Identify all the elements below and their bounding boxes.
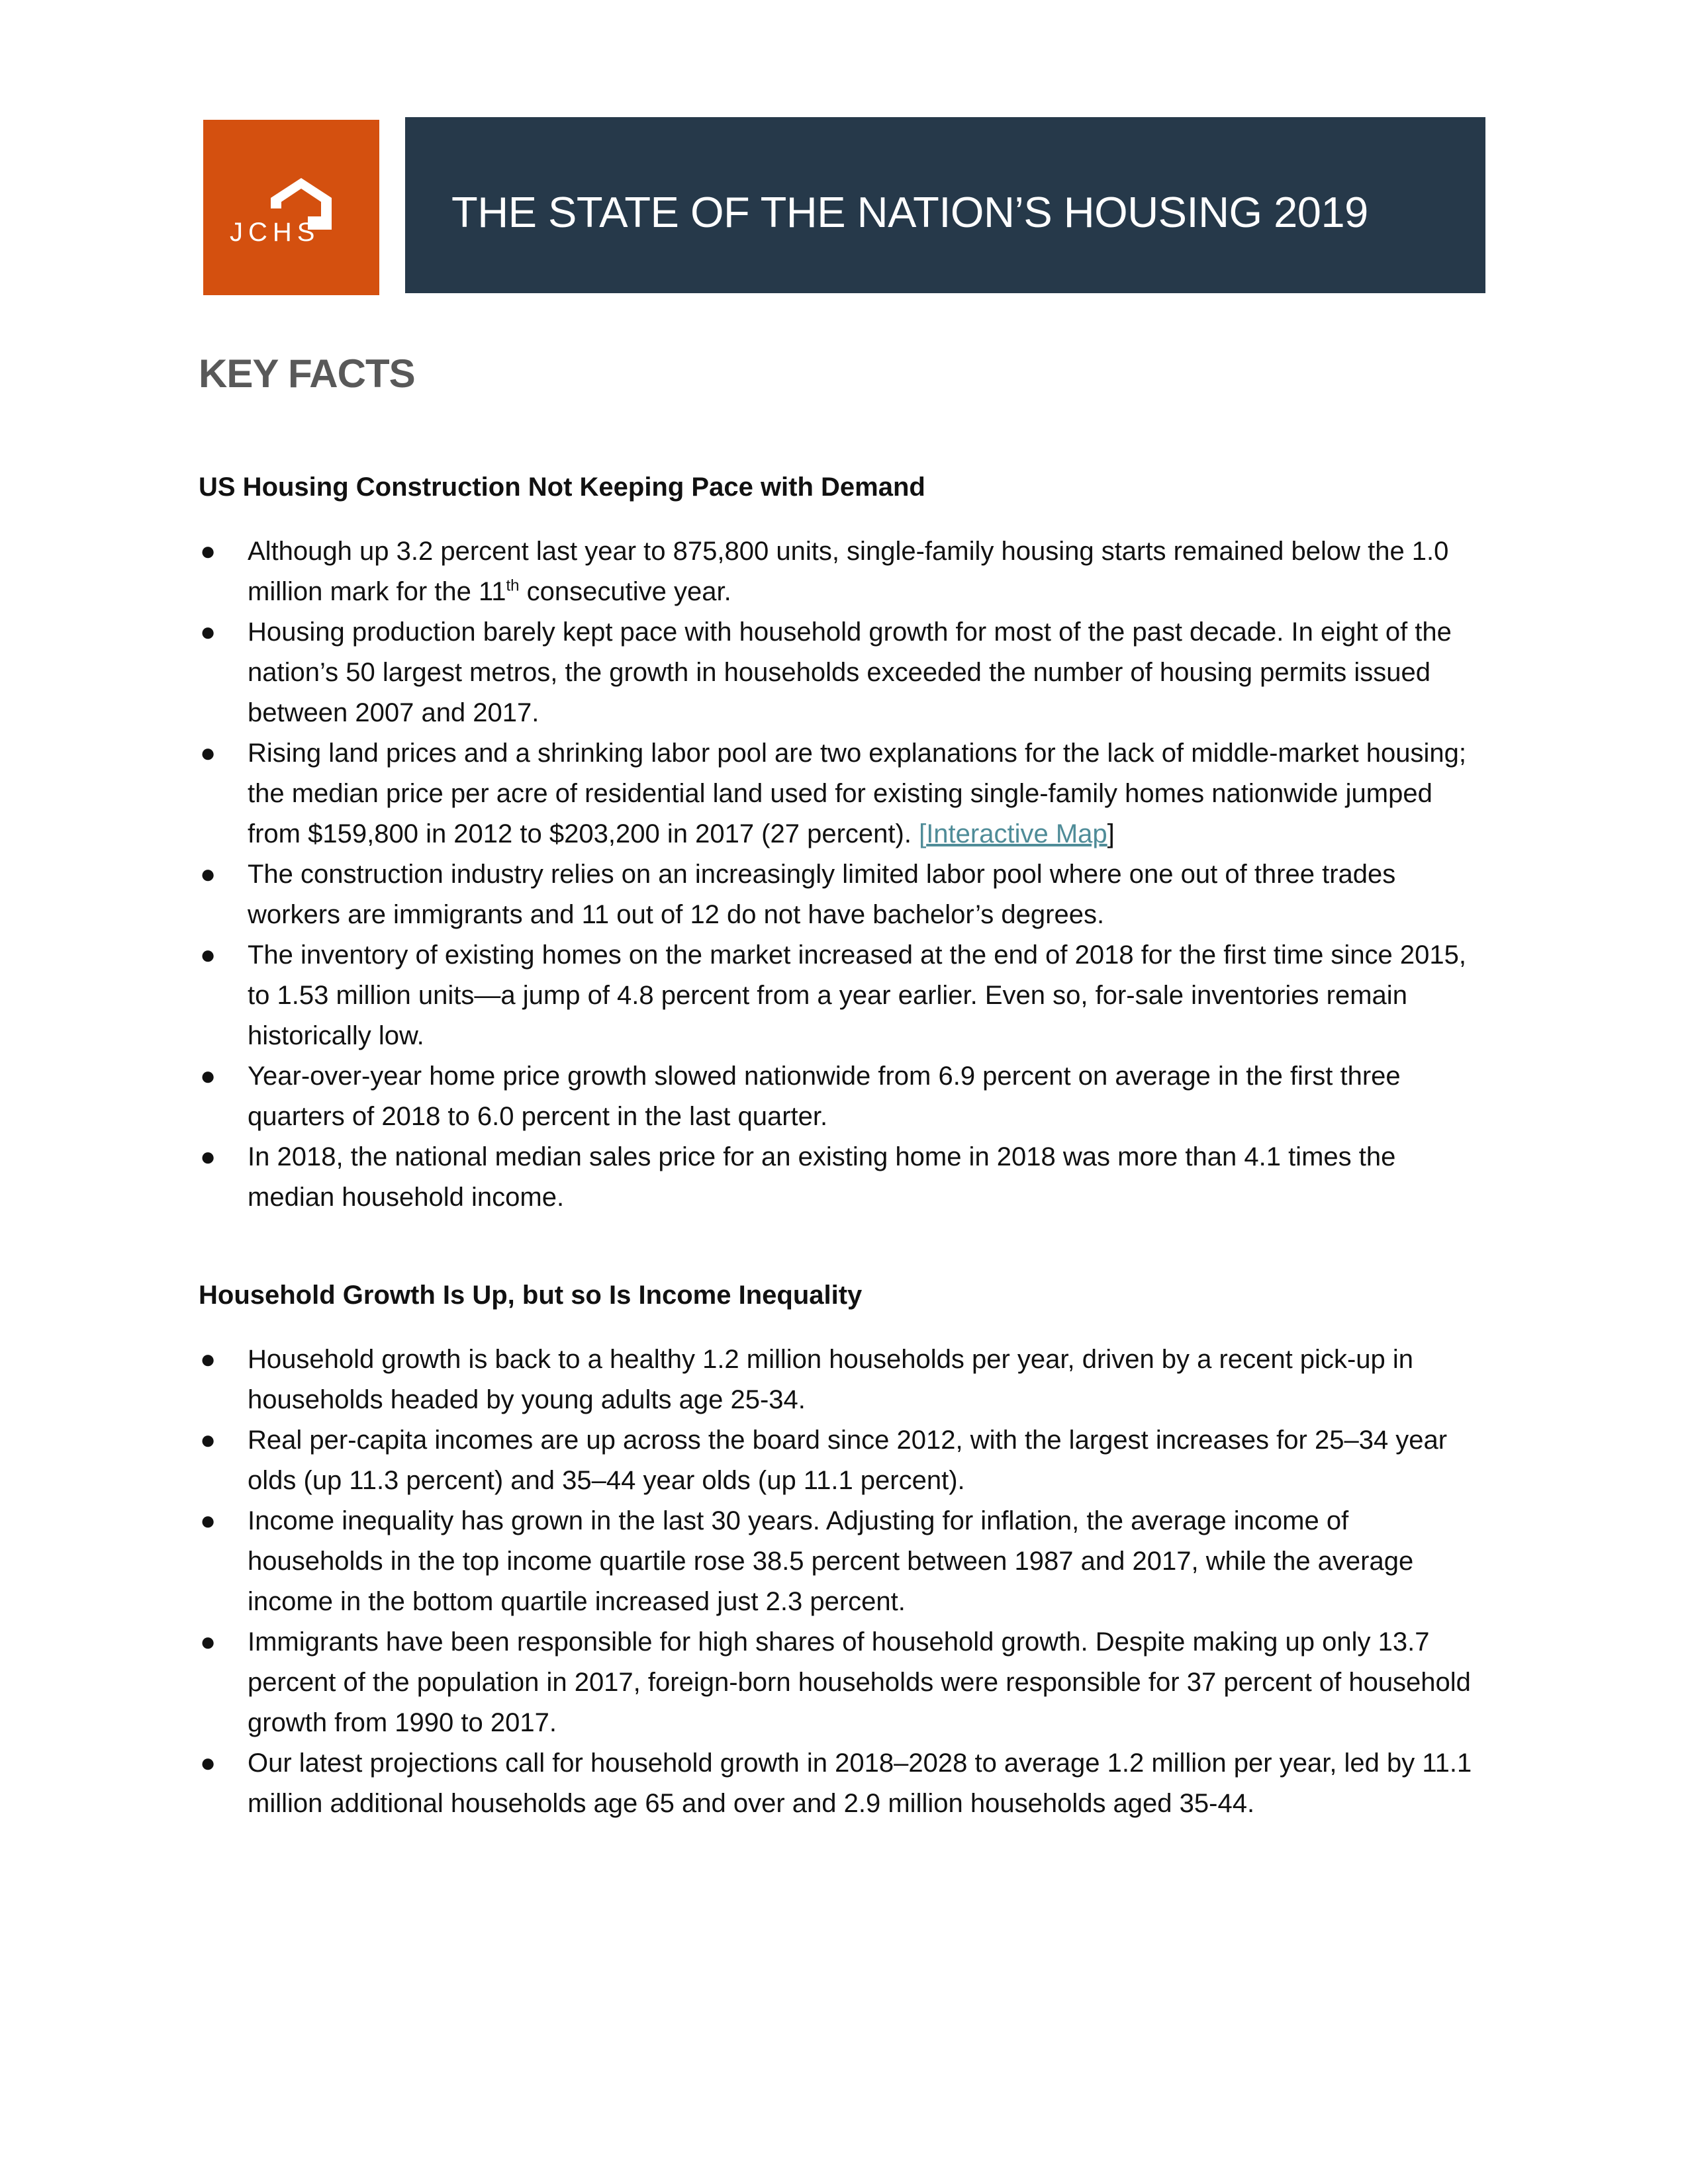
- section-heading-construction: US Housing Construction Not Keeping Pace with Demand: [199, 473, 925, 502]
- bullet-icon: ●: [200, 1142, 216, 1171]
- list-item: [199, 1501, 1489, 1622]
- list-item: [199, 1743, 1489, 1824]
- list-item-text: The inventory of existing homes on the market increased at the end of 2018 for the first time since 2015, to 1.53 million units—a jump of 4.8 percent from a year earlier. Even so, for-sale inventories remain historically low.: [248, 940, 1467, 1050]
- bullet-icon: ●: [200, 940, 216, 970]
- list-item-text: Year-over-year home price growth slowed nationwide from 6.9 percent on average in the first three quarters of 2018 to 6.0 percent in the last quarter.: [248, 1062, 1401, 1131]
- list-item-text: Real per-capita incomes are up across the board since 2012, with the largest increases for 25–34 year olds (up 11.3 percent) and 35–44 year olds (up 11.1 percent).: [248, 1426, 1448, 1495]
- bullet-icon: ●: [200, 617, 216, 647]
- list-item-text: Rising land prices and a shrinking labor pool are two explanations for the lack of middle-market housing; the median price per acre of residential land used for existing single-family homes nationwide jumped from $159,800 in 2012 to $203,200 in 2017 (27 percent).: [248, 739, 1466, 848]
- jchs-logo: [203, 120, 379, 295]
- list-item: [199, 1137, 1489, 1218]
- list-item-text: consecutive year.: [519, 577, 731, 606]
- list-item: [199, 1056, 1489, 1137]
- list-item: [199, 733, 1489, 854]
- list-item: [199, 1420, 1489, 1501]
- bullet-icon: ●: [200, 1627, 216, 1657]
- bullet-icon: ●: [200, 537, 216, 566]
- list-item: [199, 1622, 1489, 1743]
- list-item-text: Our latest projections call for household growth in 2018–2028 to average 1.2 million per year, led by 11.1 million additional households age 65 and over and 2.9 million households aged 35-44.: [248, 1749, 1472, 1818]
- list-item: [199, 854, 1489, 935]
- logo-text: JCHS: [230, 218, 320, 247]
- list-item: [199, 531, 1489, 612]
- bullet-icon: ●: [200, 860, 216, 889]
- superscript: th: [506, 576, 520, 595]
- bullet-icon: ●: [200, 1062, 216, 1091]
- list-item-text: Housing production barely kept pace with household growth for most of the past decade. In eight of the nation’s 50 largest metros, the growth in households exceeded the number of housing permits issued between 2007 and 2017.: [248, 617, 1452, 727]
- link-bracket-open: [: [919, 819, 927, 848]
- list-item: [199, 935, 1489, 1056]
- link-bracket-close: ]: [1107, 819, 1115, 848]
- list-item-text: In 2018, the national median sales price for an existing home in 2018 was more than 4.1 times the median household income.: [248, 1142, 1396, 1212]
- bullet-icon: ●: [200, 1506, 216, 1535]
- bullet-icon: ●: [200, 1749, 216, 1778]
- bullet-icon: ●: [200, 1426, 216, 1455]
- bullet-icon: ●: [200, 739, 216, 768]
- list-item-text: The construction industry relies on an increasingly limited labor pool where one out of three trades workers are immigrants and 11 out of 12 do not have bachelor’s degrees.: [248, 860, 1396, 929]
- bullet-icon: ●: [200, 1345, 216, 1374]
- bullet-list-household-growth: [199, 1340, 1489, 1824]
- list-item-text: Income inequality has grown in the last 30 years. Adjusting for inflation, the average income of households in the top income quartile rose 38.5 percent between 1987 and 2017, while the average income in the bottom quartile increased just 2.3 percent.: [248, 1506, 1414, 1616]
- list-item-text: Household growth is back to a healthy 1.2 million households per year, driven by a recent pick-up in households headed by young adults age 25-34.: [248, 1345, 1413, 1414]
- interactive-map-link[interactable]: Interactive Map: [926, 819, 1107, 848]
- page-title: KEY FACTS: [199, 351, 415, 396]
- section-heading-household-growth: Household Growth Is Up, but so Is Income Inequality: [199, 1281, 863, 1310]
- list-item: [199, 612, 1489, 733]
- bullet-list-construction: [199, 531, 1489, 1218]
- list-item-text: Immigrants have been responsible for high shares of household growth. Despite making up only 13.7 percent of the population in 2017, foreign-born households were responsible for 37 percent of household growth from 1990 to 2017.: [248, 1627, 1471, 1737]
- title-banner: [405, 117, 1485, 293]
- list-item-text: Although up 3.2 percent last year to 875,800 units, single-family housing starts remained below the 1.0 million mark for the 11: [248, 537, 1449, 606]
- list-item: [199, 1340, 1489, 1420]
- report-title: THE STATE OF THE NATION’S HOUSING 2019: [451, 188, 1368, 236]
